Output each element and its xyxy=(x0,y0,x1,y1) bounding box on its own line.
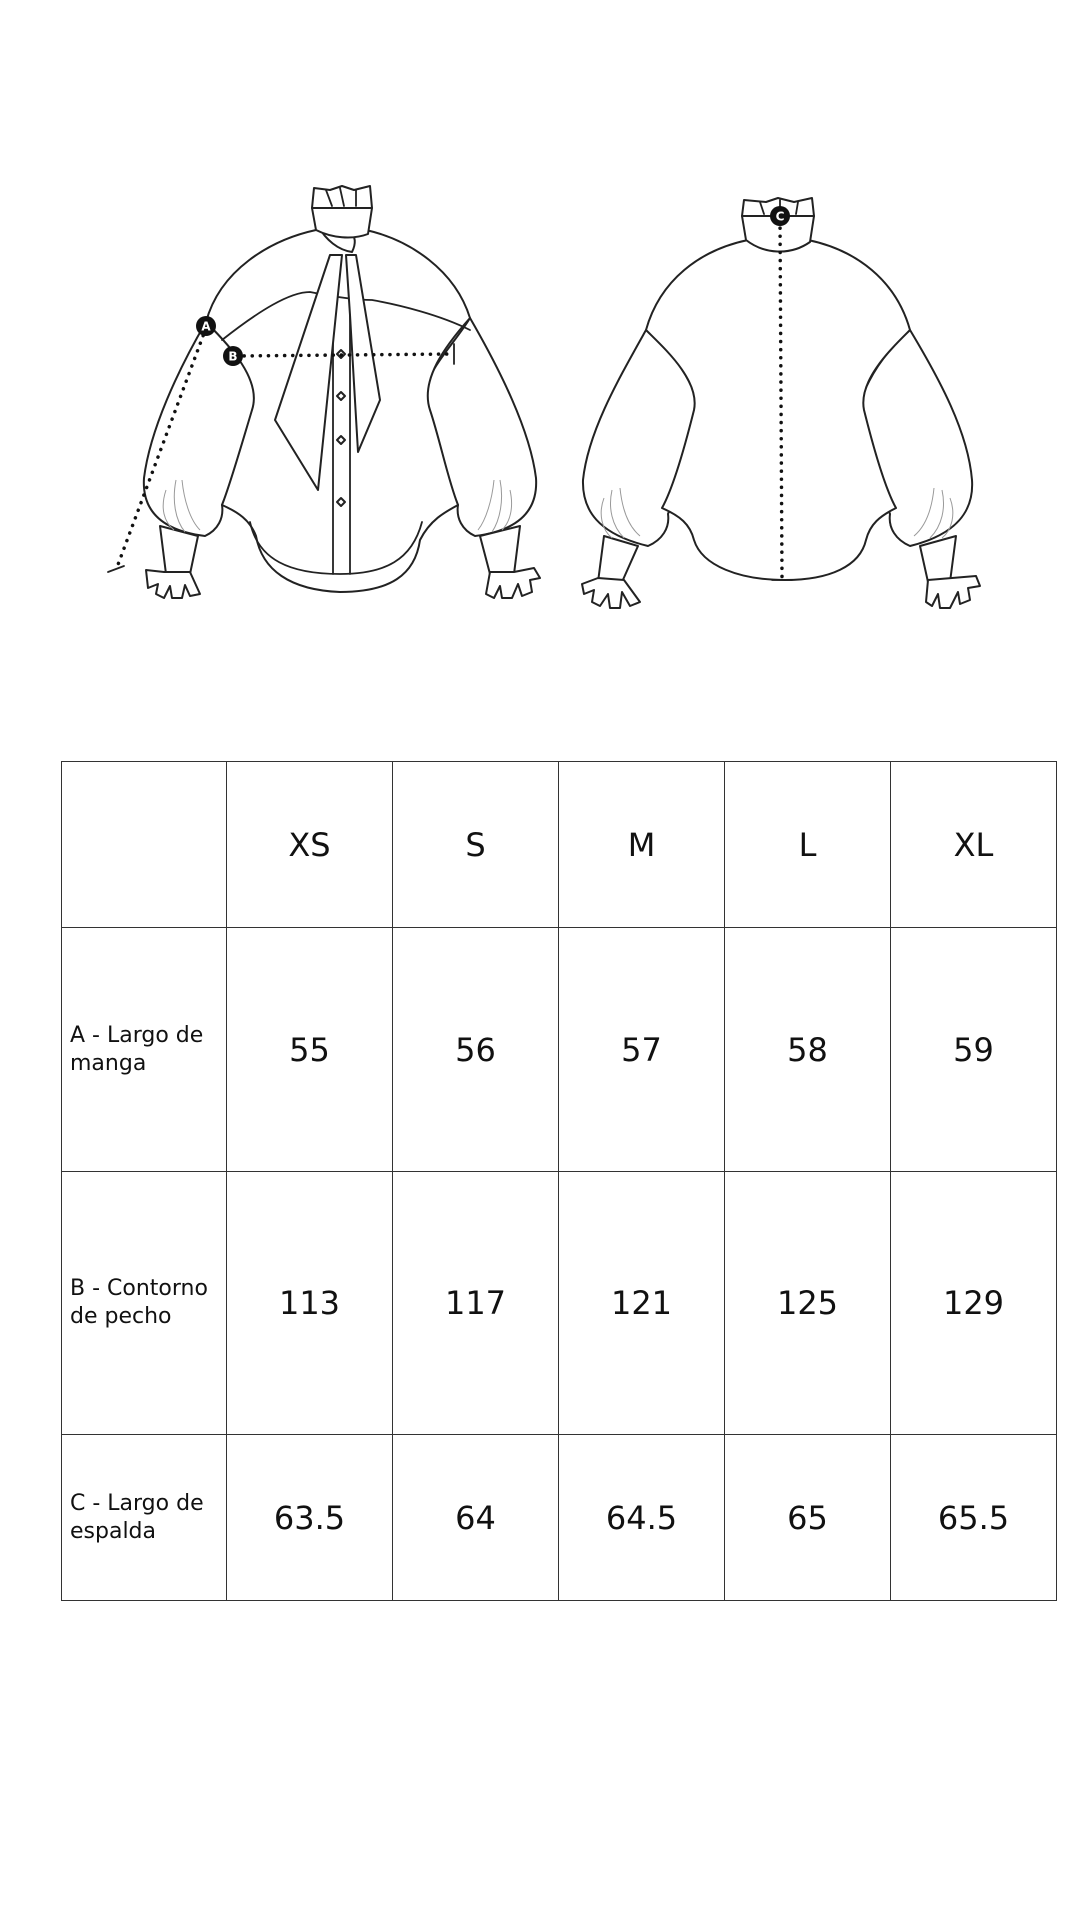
row-label-back-length: C - Largo de espalda xyxy=(62,1435,227,1601)
size-header-xl: XL xyxy=(891,762,1057,928)
table-cell: 63.5 xyxy=(227,1435,393,1601)
measure-a-end-tick xyxy=(108,566,124,572)
front-left-ruffle xyxy=(146,570,200,598)
marker-c xyxy=(770,206,790,226)
table-row-sleeve-length xyxy=(62,928,1057,1172)
back-right-cuff xyxy=(920,536,956,582)
row-label-sleeve-length: A - Largo de manga xyxy=(62,928,227,1172)
table-cell: 56 xyxy=(393,928,559,1172)
size-header-s: S xyxy=(393,762,559,928)
row-label-chest-circumference: B - Contorno de pecho xyxy=(62,1172,227,1435)
svg-text:B: B xyxy=(228,349,238,364)
front-collar-band xyxy=(312,208,372,237)
table-cell: 59 xyxy=(891,928,1057,1172)
svg-text:C: C xyxy=(775,209,785,224)
table-row-chest-circumference xyxy=(62,1172,1057,1435)
table-row-back-length xyxy=(62,1435,1057,1601)
table-cell: 129 xyxy=(891,1172,1057,1435)
blouse-back-view xyxy=(582,198,980,608)
table-cell: 58 xyxy=(725,928,891,1172)
back-left-cuff xyxy=(598,536,638,582)
table-cell: 121 xyxy=(559,1172,725,1435)
table-cell: 125 xyxy=(725,1172,891,1435)
table-corner-cell xyxy=(62,762,227,928)
table-cell: 55 xyxy=(227,928,393,1172)
table-cell: 113 xyxy=(227,1172,393,1435)
table-cell: 65 xyxy=(725,1435,891,1601)
back-right-ruffle xyxy=(926,576,980,608)
front-right-ruffle xyxy=(486,568,540,598)
back-left-ruffle xyxy=(582,578,640,608)
marker-a xyxy=(196,316,216,336)
table-cell: 117 xyxy=(393,1172,559,1435)
size-header-xs: XS xyxy=(227,762,393,928)
garment-technical-drawings xyxy=(0,0,1080,640)
table-cell: 64 xyxy=(393,1435,559,1601)
size-header-m: M xyxy=(559,762,725,928)
svg-text:A: A xyxy=(201,319,211,334)
table-cell: 57 xyxy=(559,928,725,1172)
blouse-front-view xyxy=(108,186,540,598)
table-header-row xyxy=(62,762,1057,928)
table-cell: 64.5 xyxy=(559,1435,725,1601)
marker-b xyxy=(223,346,243,366)
size-chart-table xyxy=(61,761,1057,1601)
size-header-l: L xyxy=(725,762,891,928)
table-cell: 65.5 xyxy=(891,1435,1057,1601)
